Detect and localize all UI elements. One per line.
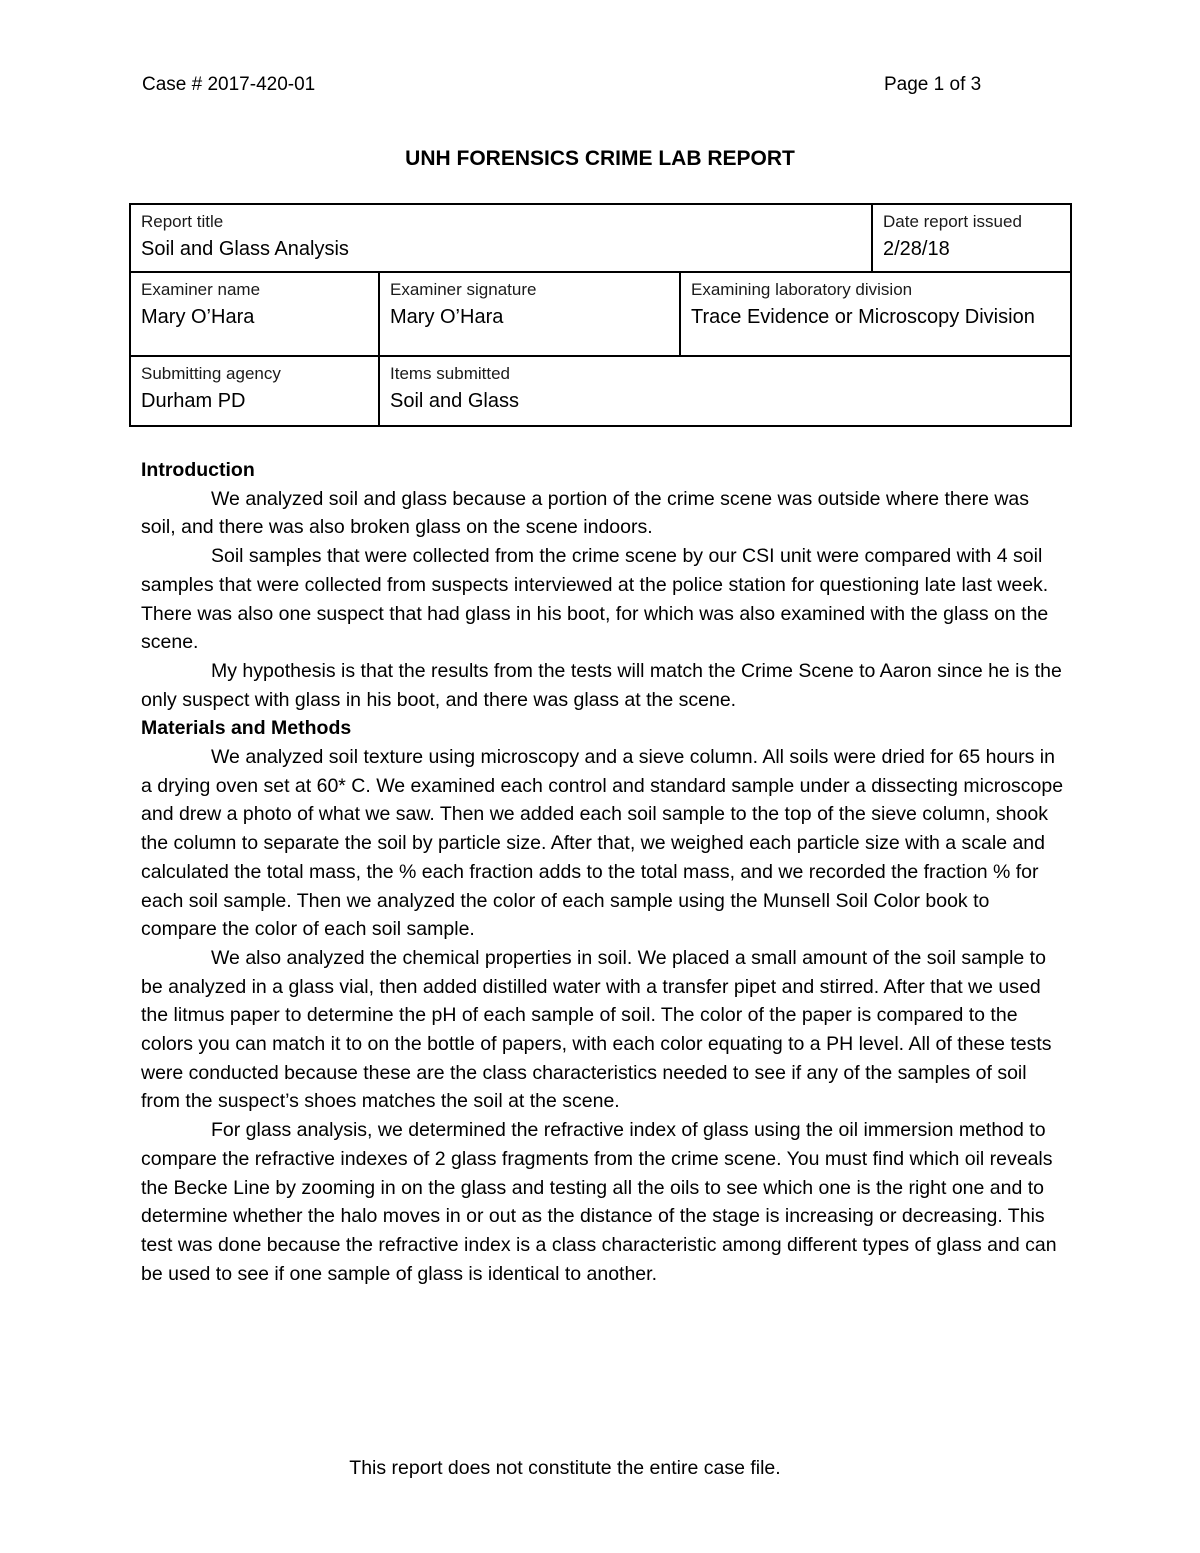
report-title-cell — [130, 204, 872, 272]
case-number: Case # 2017-420-01 — [142, 74, 316, 95]
footer-note: This report does not constitute the entire case file. — [349, 1457, 781, 1479]
date-issued-cell — [872, 204, 1071, 272]
examiner-signature-cell — [379, 272, 680, 356]
methods-paragraph: For glass analysis, we determined the refractive index of glass using the oil immersion method to compare the refractive indexes of 2 glass fragments from the crime scene. You must find which oil reveals the Becke Line by zooming in on the glass and testing all the oils to see which one is the right one and to determine whether the halo moves in or out as the distance of the stage is increasing or decreasing. This test was done because the refractive index is a class characteristic among different types of glass and can be used to see if one sample of glass is identical to another. — [141, 1119, 1057, 1285]
report-heading: UNH FORENSICS CRIME LAB REPORT — [405, 147, 795, 170]
examiner-signature-label: Examiner signature — [390, 280, 537, 299]
items-submitted-value: Soil and Glass — [390, 390, 519, 412]
submitting-agency-value: Durham PD — [141, 390, 246, 412]
items-submitted-label: Items submitted — [390, 364, 510, 383]
lab-division-value: Trace Evidence or Microscopy Division — [691, 306, 1035, 328]
lab-division-label: Examining laboratory division — [691, 280, 913, 299]
date-issued-label: Date report issued — [883, 212, 1022, 231]
report-info-table — [129, 203, 1072, 427]
methods-paragraph: We analyzed soil texture using microscopy and a sieve column. All soils were dried for 65 hours in a drying oven set at 60* C. We examined each control and standard sample under a dissecting microscope and drew a photo of what we saw. Then we added each soil sample to the top of the sieve column, shook the column to separate the soil by particle size. After that, we weighed each particle size with a scale and calculated the total mass, the % each fraction adds to the total mass, and we recorded the fraction % for each soil sample. Then we analyzed the color of each sample using the Munsell Soil Color book to compare the color of each soil sample. — [141, 746, 1064, 941]
lab-division-cell — [680, 272, 1071, 356]
submitting-agency-cell — [130, 356, 379, 426]
examiner-signature-value: Mary O’Hara — [390, 306, 504, 328]
report-title-label: Report title — [141, 212, 224, 231]
report-title-value: Soil and Glass Analysis — [141, 238, 349, 260]
introduction-paragraph: Soil samples that were collected from the crime scene by our CSI unit were compared with 4 soil samples that were collected from suspects interviewed at the police station for questioning late last week. There was also one suspect that had glass in his boot, for which was also examined with the glass on the scene. — [141, 545, 1049, 654]
examiner-name-value: Mary O’Hara — [141, 306, 255, 328]
date-issued-value: 2/28/18 — [883, 238, 950, 260]
submitting-agency-label: Submitting agency — [141, 364, 281, 383]
examiner-name-label: Examiner name — [141, 280, 261, 299]
report-body — [141, 456, 1066, 1288]
page-indicator: Page 1 of 3 — [884, 74, 982, 95]
examiner-name-cell — [130, 272, 379, 356]
methods-paragraph: We also analyzed the chemical properties in soil. We placed a small amount of the soil sample to be analyzed in a glass vial, then added distilled water with a transfer pipet and stirred. After that we used the litmus paper to determine the pH of each sample of soil. The color of the paper is compared to the colors you can match it to on the bottle of papers, with each color equating to a PH level. All of these tests were conducted because these are the class characteristics needed to see if any of the samples of soil from the suspect’s shoes matches the soil at the scene. — [141, 946, 1052, 1113]
introduction-paragraph: My hypothesis is that the results from the tests will match the Crime Scene to Aaron since he is the only suspect with glass in his boot, and there was glass at the scene. — [141, 659, 1062, 711]
introduction-heading: Introduction — [141, 459, 255, 481]
items-submitted-cell — [379, 356, 1071, 426]
introduction-paragraph: We analyzed soil and glass because a portion of the crime scene was outside where there was soil, and there was also broken glass on the scene indoors. — [141, 487, 1030, 539]
materials-methods-heading: Materials and Methods — [141, 717, 352, 740]
